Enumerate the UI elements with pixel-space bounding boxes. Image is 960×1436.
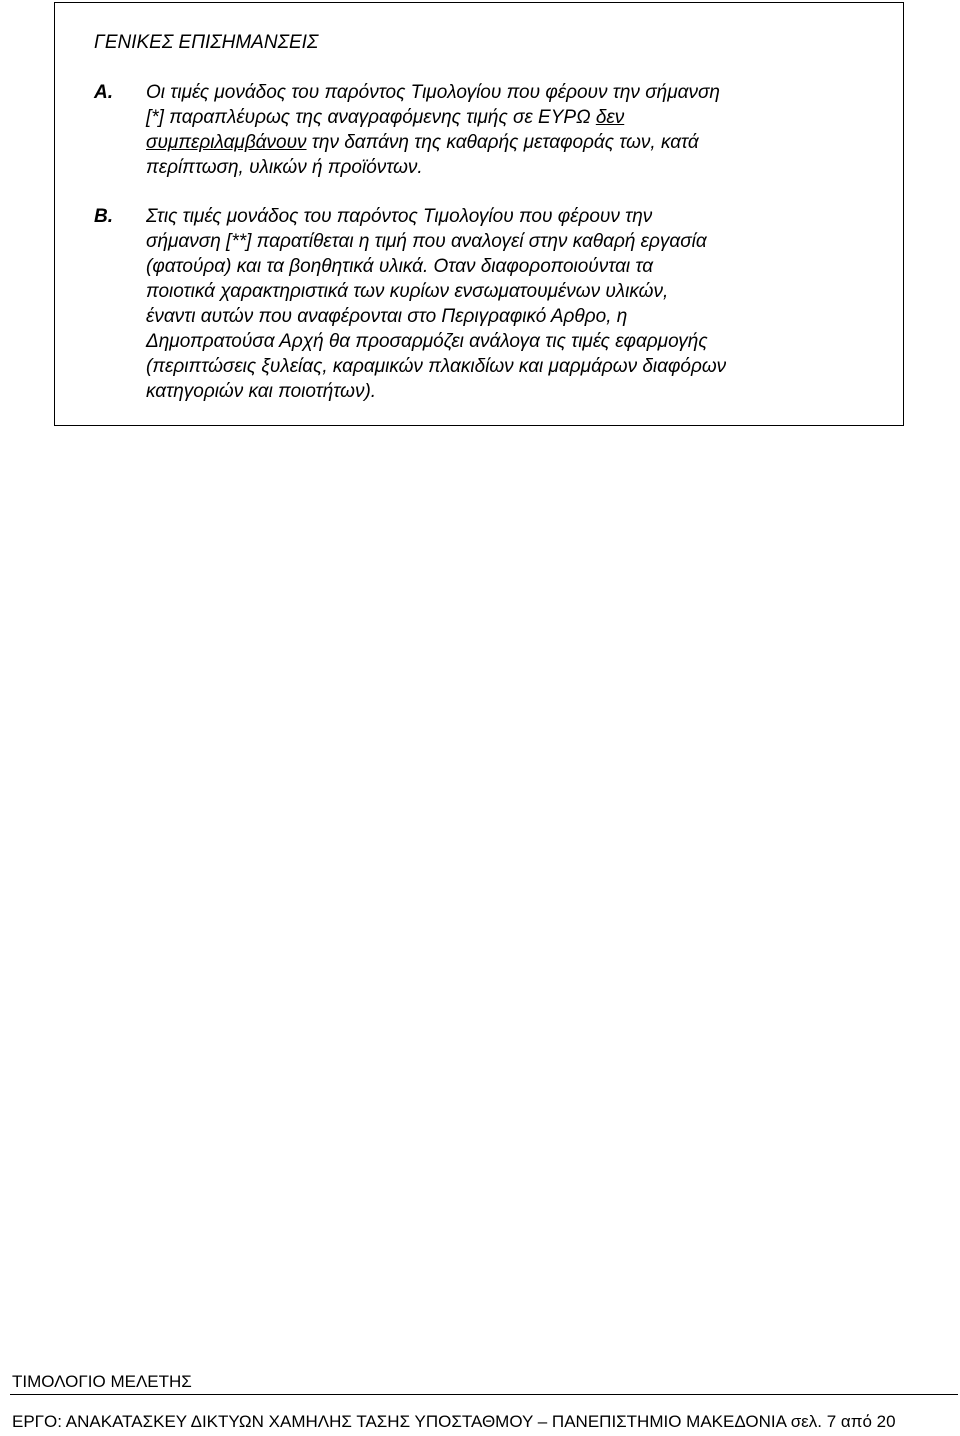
paragraph-a-line-3-text: την δαπάνη της καθαρής μεταφοράς των, κατά: [306, 132, 699, 153]
underlined-symperilamvanoun: συμπεριλαμβάνουν: [146, 132, 307, 153]
paragraph-b-line-4: ποιοτικά χαρακτηριστικά των κυρίων ενσωματουμένων υλικών,: [146, 281, 669, 302]
paragraph-b-line-7: (περιπτώσεις ξυλείας, καραμικών πλακιδίων και μαρμάρων διαφόρων: [146, 356, 727, 377]
paragraph-b-line-6: Δημοπρατούσα Αρχή θα προσαρμόζει ανάλογα τις τιμές εφαρμογής: [146, 331, 708, 352]
paragraph-marker-a: Α.: [94, 82, 113, 103]
paragraph-b-line-2: σήμανση [**] παρατίθεται η τιμή που αναλογεί στην καθαρή εργασία: [146, 231, 707, 252]
paragraph-b-line-8: κατηγοριών και ποιοτήτων).: [146, 381, 377, 402]
paragraph-a-line-2-text: [*] παραπλέυρως της αναγραφόμενης τιμής σε ΕΥΡΩ: [146, 107, 596, 128]
paragraph-a-line-2: [146, 105, 624, 130]
paragraph-a-line-4: περίπτωση, υλικών ή προϊόντων.: [146, 157, 423, 178]
paragraph-b-line-3: (φατούρα) και τα βοηθητικά υλικά. Οταν διαφοροποιούνται τα: [146, 256, 654, 277]
footer-divider: [10, 1394, 958, 1395]
underlined-den: δεν: [595, 107, 625, 128]
notes-title: ΓΕΝΙΚΕΣ ΕΠΙΣΗΜΑΝΣΕΙΣ: [94, 32, 319, 53]
paragraph-marker-b: Β.: [94, 206, 113, 227]
paragraph-a-line-1: Οι τιμές μονάδος του παρόντος Τιμολογίου που φέρουν την σήμανση: [146, 82, 720, 103]
paragraph-b-line-5: έναντι αυτών που αναφέρονται στο Περιγραφικό Αρθρο, η: [146, 306, 628, 327]
paragraph-b-line-1: Στις τιμές μονάδος του παρόντος Τιμολογίου που φέρουν την: [146, 206, 653, 227]
paragraph-a-line-3: [146, 130, 699, 155]
footer-project-line: ΕΡΓΟ: ΑΝΑΚΑΤΑΣΚΕΥ ΔΙΚΤΥΩΝ ΧΑΜΗΛΗΣ ΤΑΣΗΣ ΥΠΟΣΤΑΘΜΟΥ – ΠΑΝΕΠΙΣΤΗΜΙΟ ΜΑΚΕΔΟΝΙΑ σελ. 7 από 20: [12, 1412, 896, 1431]
footer-document-title: ΤΙΜΟΛΟΓΙΟ ΜΕΛΕΤΗΣ: [12, 1372, 192, 1391]
